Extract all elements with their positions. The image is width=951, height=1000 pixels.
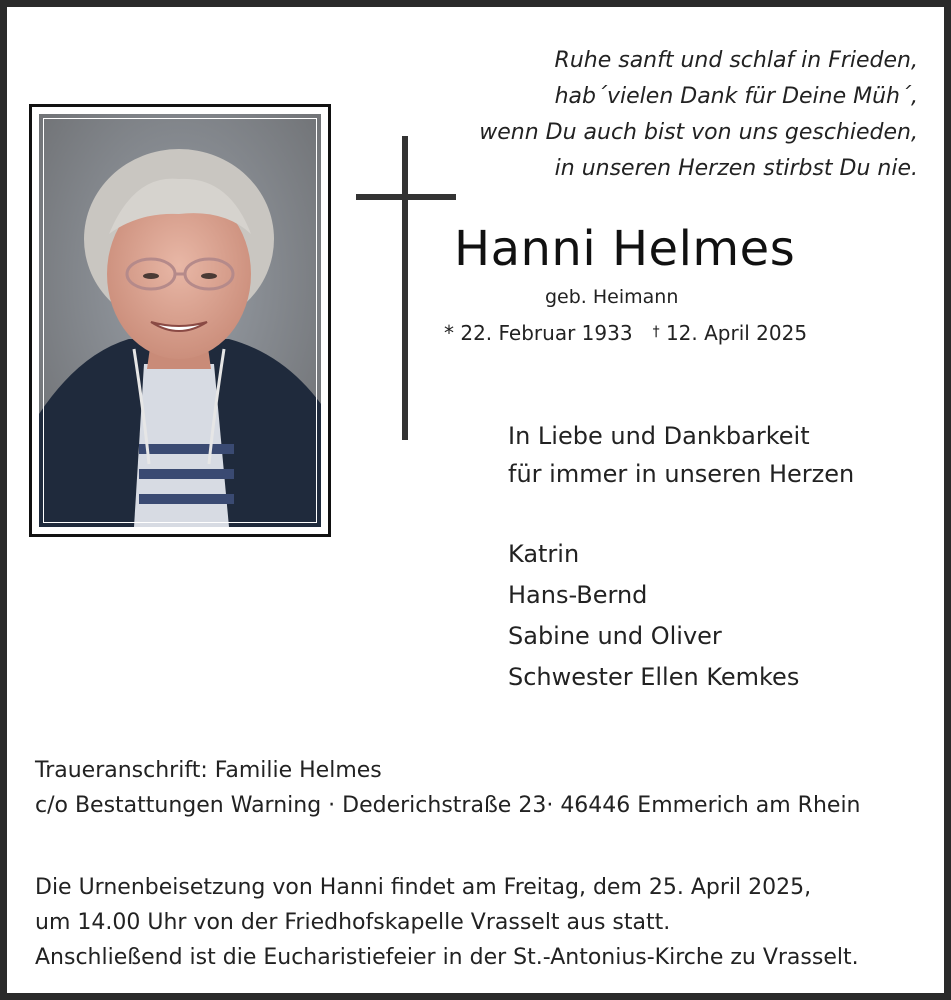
- dedication-line: für immer in unseren Herzen: [508, 460, 855, 488]
- deceased-name: Hanni Helmes: [454, 221, 796, 277]
- mourner: Hans-Bernd: [508, 581, 648, 609]
- poem-line: hab´vielen Dank für Deine Müh´,: [554, 84, 918, 109]
- poem-line: wenn Du auch bist von uns geschieden,: [479, 120, 918, 145]
- death-symbol: †: [652, 324, 660, 340]
- address-line: c/o Bestattungen Warning · Dederichstraße 23· 46446 Emmerich am Rhein: [35, 793, 861, 818]
- poem-line: in unseren Herzen stirbst Du nie.: [554, 156, 918, 181]
- poem-line: Ruhe sanft und schlaf in Frieden,: [554, 48, 918, 73]
- mourners-list: [508, 534, 799, 698]
- mourner: Schwester Ellen Kemkes: [508, 663, 800, 691]
- mourner: Sabine und Oliver: [508, 622, 722, 650]
- ceremony-info: [35, 870, 859, 975]
- dedication-line: In Liebe und Dankbarkeit: [508, 422, 810, 450]
- ceremony-line: Die Urnenbeisetzung von Hanni findet am Freitag, dem 25. April 2025,: [35, 875, 812, 900]
- address-line: Traueranschrift: Familie Helmes: [35, 758, 382, 783]
- photo-inner-border: [43, 118, 317, 523]
- birth-date: 22. Februar 1933: [460, 321, 633, 345]
- birth-symbol: *: [444, 321, 454, 345]
- poem: [479, 43, 918, 187]
- obituary-notice: [7, 7, 944, 993]
- dedication: [508, 417, 854, 493]
- mourner: Katrin: [508, 540, 580, 568]
- portrait-photo: [29, 104, 331, 537]
- ceremony-line: um 14.00 Uhr von der Friedhofskapelle Vrasselt aus statt.: [35, 910, 671, 935]
- life-dates: [444, 321, 807, 345]
- portrait-image: [39, 114, 321, 527]
- mourning-address: [35, 753, 861, 823]
- ceremony-line: Anschließend ist die Eucharistiefeier in der St.-Antonius-Kirche zu Vrasselt.: [35, 945, 859, 970]
- maiden-name: geb. Heimann: [545, 286, 679, 308]
- death-date: 12. April 2025: [665, 321, 808, 345]
- cross-icon: [356, 136, 456, 440]
